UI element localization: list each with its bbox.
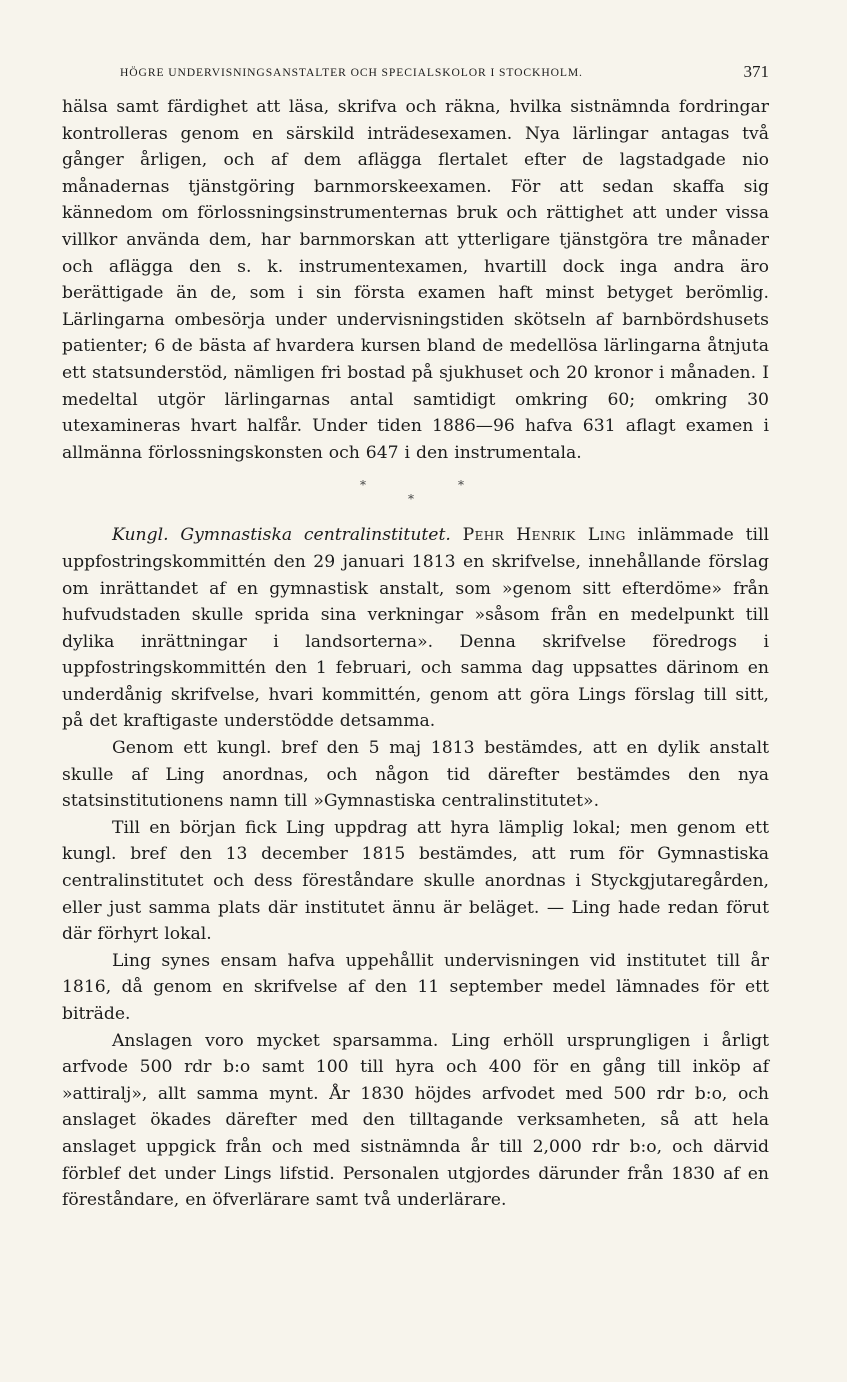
asterism-star-right: *: [458, 478, 464, 493]
running-header: [62, 62, 769, 84]
body-paragraph-continuation: hälsa samt färdighet att läsa, skrifva och räkna, hvilka sistnämnda fordringar kontrolleras genom en särskild inträdesexamen. Nya lärlingar antagas två gånger årligen, och af dem aflägga flertalet efter de lagstadgade nio månadernas tjänstgöring barnmorskeexamen. För att sedan skaffa sig kännedom om förlossningsinstrumenternas bruk och rättighet att under vissa villkor använda dem, har barnmorskan att ytterligare tjänstgöra tre månader och aflägga den s. k. instrumentexamen, hvartill dock inga andra äro berättigade än de, som i sin första examen haft minst betyget berömlig. Lärlingarna ombesörja under undervisningstiden skötseln af barnbördshusets patienter; 6 de bästa af hvardera kursen bland de medellösa lärlingarna åtnjuta ett statsunderstöd, nämligen fri bostad på sjukhuset och 20 kronor i månaden. I medeltal utgör lärlingarnas antal samtidigt omkring 60; omkring 30 utexamineras hvart halfår. Under tiden 1886—96 hafva 631 aflagt examen i allmänna förlossningskonsten och 647 i den instrumentala.: [62, 97, 769, 463]
asterism-star-left: *: [360, 478, 366, 493]
section-separator: [62, 468, 769, 510]
running-title: HÖGRE UNDERVISNINGSANSTALTER OCH SPECIALSKOLOR I STOCKHOLM.: [120, 66, 583, 79]
body-paragraph-4: Ling synes ensam hafva uppehållit undervisningen vid institutet till år 1816, då genom en skrifvelse af den 11 september medel lämnades för ett biträde.: [62, 950, 769, 1024]
page-content: [62, 62, 769, 1214]
page-number: 371: [743, 62, 769, 81]
section-intro-paragraph: [62, 522, 769, 735]
section-heading: Kungl. Gymnastiska centralinstitutet.: [112, 525, 451, 546]
asterism-star-bottom: *: [408, 492, 414, 507]
intro-paragraph-text: inlämmade till uppfostringskommittén den 29 januari 1813 en skrifvelse, innehållande förslag om inrättandet af en gymnastisk anstalt, som »genom sitt efterdöme» från hufvudstaden skulle sprida sina verkningar »såsom från en medelpunkt till dylika inrättningar i landsorterna». Denna skrifvelse föredrogs i uppfostringskommittén den 1 februari, och samma dag uppsattes därinom en underdånig skrifvelse, hvari kommittén, genom att göra Lings förslag till sitt, på det kraftigaste understödde detsamma.: [62, 525, 770, 732]
body-paragraph-5: Anslagen voro mycket sparsamma. Ling erhöll ursprungligen i årligt arfvode 500 rdr b:o samt 100 till hyra och 400 för en gång till inköp af »attiralj», allt samma mynt. År 1830 höjdes arfvodet med 500 rdr b:o, och anslaget ökades därefter med den tilltagande verksamheten, så att hela anslaget uppgick från och med sistnämnda år till 2,000 rdr b:o, och därvid förblef det under Lings lifstid. Personalen utgjordes därunder från 1830 af en föreståndare, en öfverlärare samt två underlärare.: [62, 1030, 769, 1211]
person-name: Pehr Henrik Ling: [462, 525, 626, 546]
body-paragraph-2: Genom ett kungl. bref den 5 maj 1813 bestämdes, att en dylik anstalt skulle af Ling anordnas, och någon tid därefter bestämdes den nya statsinstitutionens namn till »Gymnastiska centralinstitutet».: [62, 738, 769, 812]
body-paragraph-3: Till en början fick Ling uppdrag att hyra lämplig lokal; men genom ett kungl. bref den 13 december 1815 bestämdes, att rum för Gymnastiska centralinstitutet och dess föreståndare skulle anordnas i Styckgjutaregården, eller just samma plats där institutet ännu är beläget. — Ling hade redan förut där förhyrt lokal.: [62, 817, 769, 945]
